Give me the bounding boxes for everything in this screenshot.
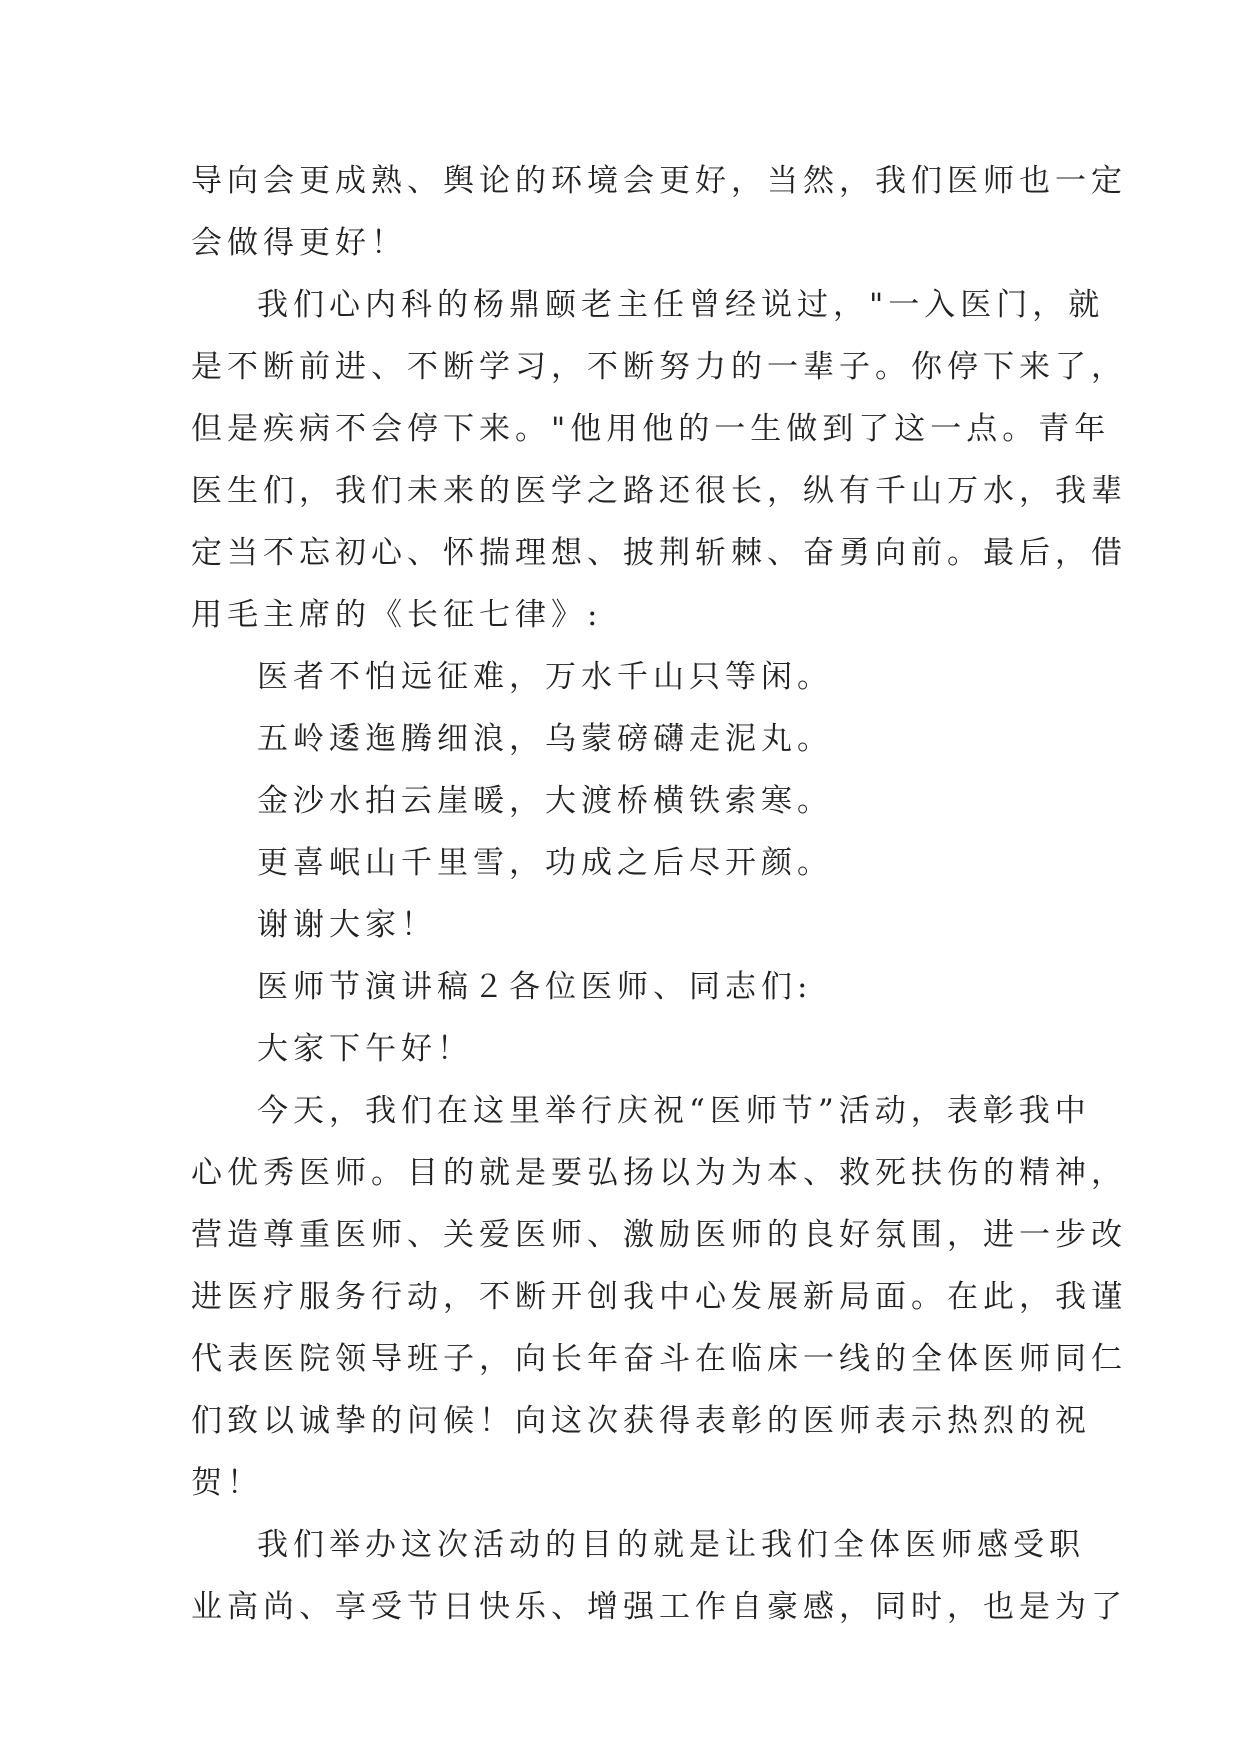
poem-line: 五岭逶迤腾细浪，乌蒙磅礴走泥丸。 bbox=[257, 721, 833, 757]
text-line: 业高尚、享受节日快乐、增强工作自豪感，同时，也是为了 bbox=[191, 1589, 1127, 1625]
greeting-line: 大家下午好！ bbox=[257, 1031, 473, 1067]
text-line: 们致以诚挚的问候！向这次获得表彰的医师表示热烈的祝 bbox=[191, 1403, 1091, 1439]
poem-line: 更喜岷山千里雪，功成之后尽开颜。 bbox=[257, 845, 833, 881]
closing-line: 谢谢大家！ bbox=[257, 907, 437, 943]
document-body bbox=[191, 150, 1127, 1638]
text-line: 代表医院领导班子，向长年奋斗在临床一线的全体医师同仁 bbox=[191, 1341, 1127, 1377]
text-line: 心优秀医师。目的就是要弘扬以为为本、救死扶伤的精神， bbox=[191, 1155, 1127, 1191]
text-line: 导向会更成熟、舆论的环境会更好，当然，我们医师也一定 bbox=[191, 163, 1127, 199]
paragraph-start-line: 我们心内科的杨鼎颐老主任曾经说过，"一入医门，就 bbox=[257, 287, 1105, 323]
text-line: 进医疗服务行动，不断开创我中心发展新局面。在此，我谨 bbox=[191, 1279, 1127, 1315]
text-line: 营造尊重医师、关爱医师、激励医师的良好氛围，进一步改 bbox=[191, 1217, 1127, 1253]
poem-line: 金沙水拍云崖暖，大渡桥横铁索寒。 bbox=[257, 783, 833, 819]
text-line: 医生们，我们未来的医学之路还很长，纵有千山万水，我辈 bbox=[191, 473, 1127, 509]
text-line: 会做得更好！ bbox=[191, 225, 407, 261]
text-line: 是不断前进、不断学习，不断努力的一辈子。你停下来了， bbox=[191, 349, 1127, 385]
paragraph-start-line: 我们举办这次活动的目的就是让我们全体医师感受职 bbox=[257, 1527, 1085, 1563]
text-line: 但是疾病不会停下来。"他用他的一生做到了这一点。青年 bbox=[191, 411, 1111, 447]
text-line: 贺！ bbox=[191, 1465, 263, 1501]
poem-line: 医者不怕远征难，万水千山只等闲。 bbox=[257, 659, 833, 695]
text-line: 定当不忘初心、怀揣理想、披荆斩棘、奋勇向前。最后，借 bbox=[191, 535, 1127, 571]
text-line: 用毛主席的《长征七律》: bbox=[191, 597, 603, 633]
paragraph-start-line: 今天，我们在这里举行庆祝“医师节”活动，表彰我中 bbox=[257, 1093, 1091, 1129]
speech-heading-line: 医师节演讲稿２各位医师、同志们: bbox=[257, 969, 813, 1005]
